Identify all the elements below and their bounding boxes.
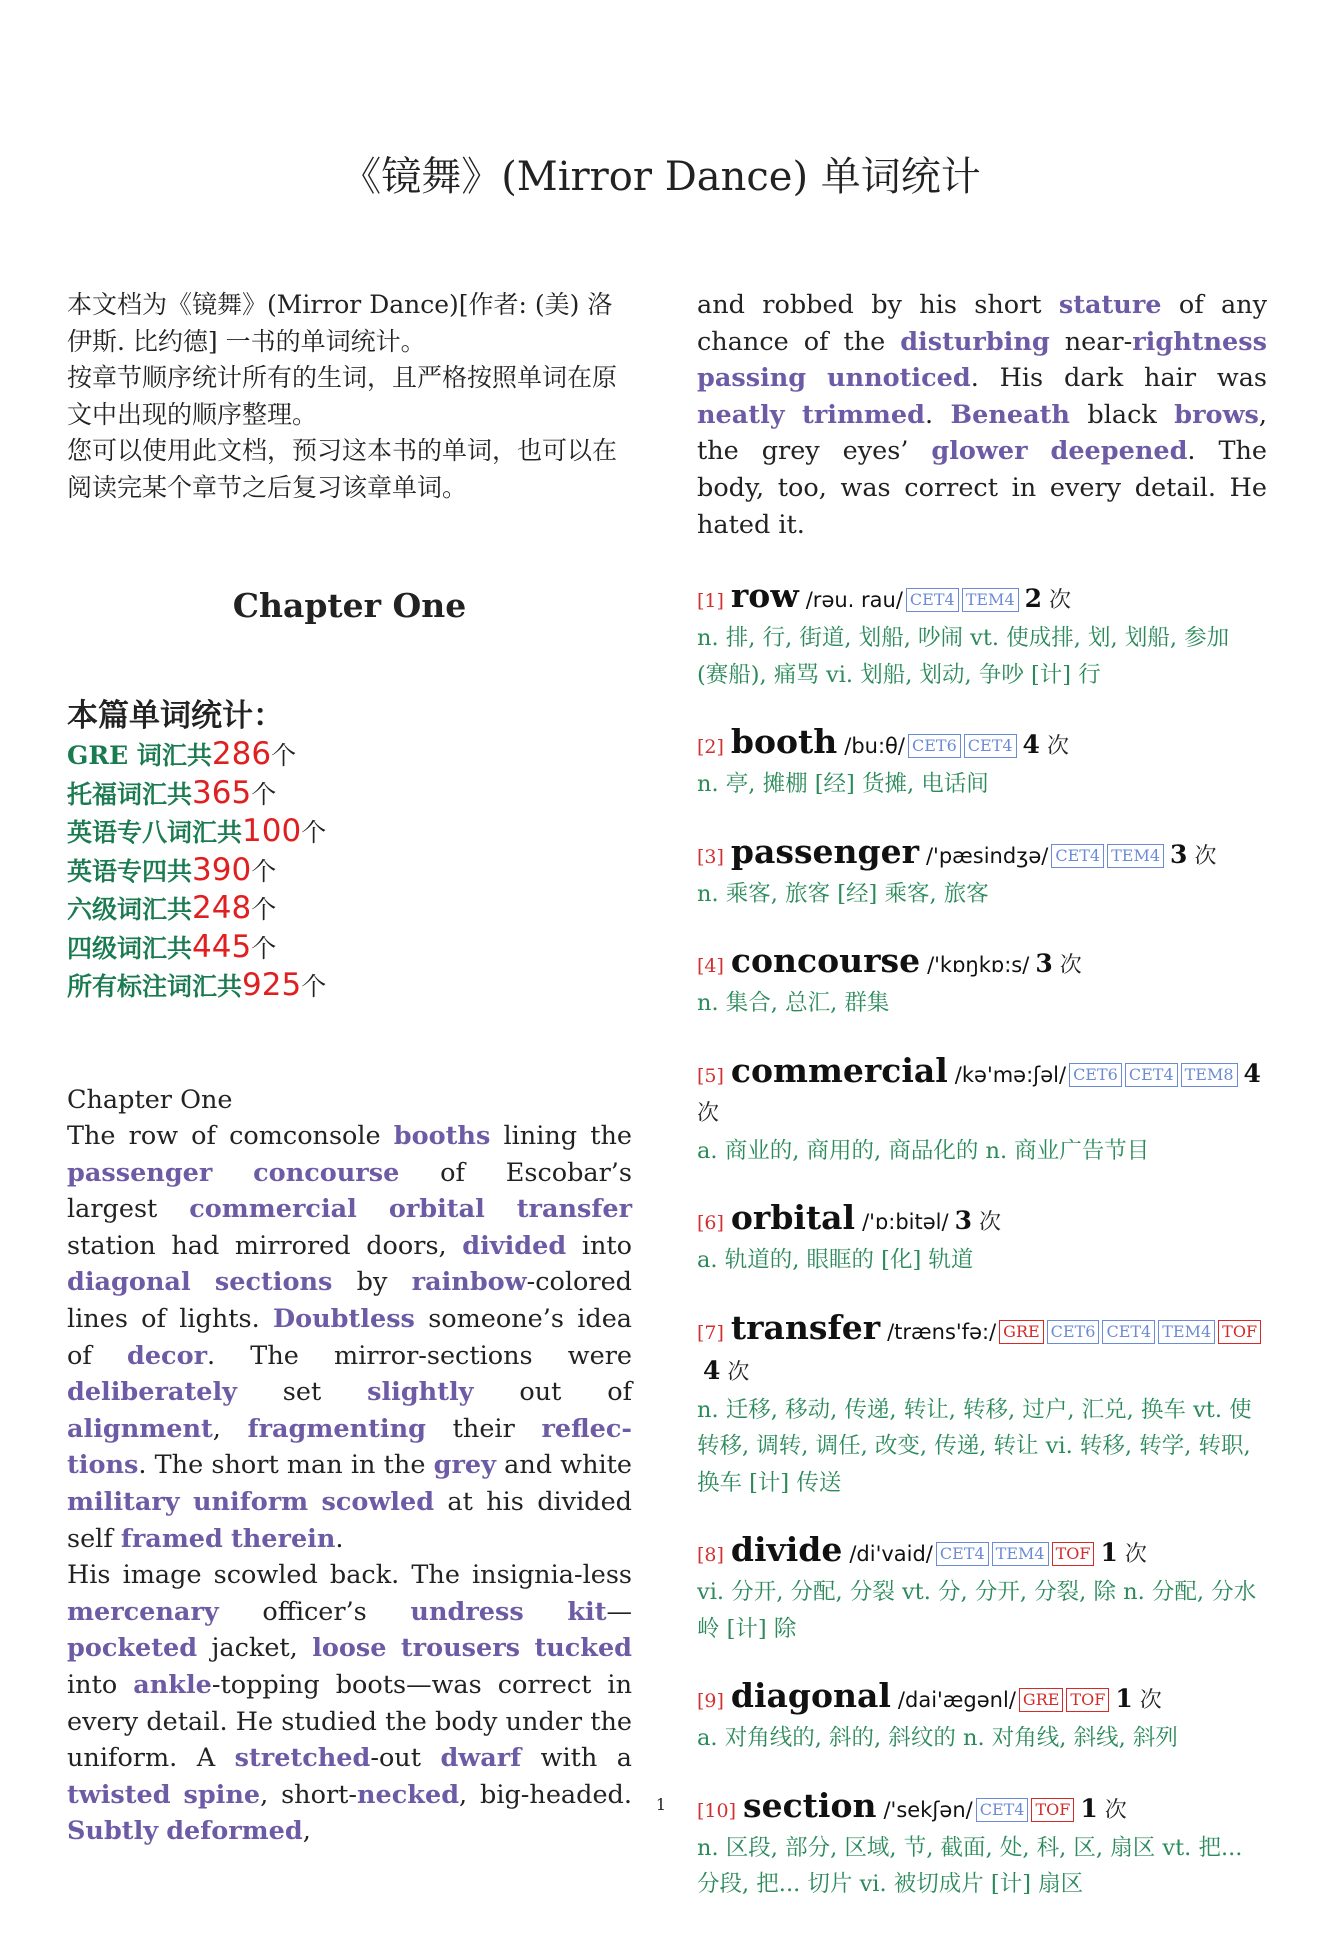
passage-text: officer’s: [218, 1596, 411, 1627]
passage-text: , the grey eyes’: [697, 399, 1267, 467]
chapter-heading: Chapter One: [232, 586, 467, 625]
passage-text: [357, 1194, 389, 1224]
entry-phonetic: /bu:θ/: [844, 734, 905, 759]
entry-phonetic: /'kɒŋkɒ:s/: [927, 953, 1030, 978]
entry-phonetic: /dai'ægənl/: [897, 1688, 1016, 1713]
vocab-word-highlight[interactable]: passenger: [67, 1157, 213, 1188]
stat-unit: 个: [251, 856, 277, 886]
page-number: 1: [655, 1795, 667, 1814]
entry-count-unit: 次: [1049, 588, 1072, 614]
entry-phonetic: /di'vaid/: [849, 1542, 933, 1567]
entry-definition: a. 轨道的, 眼眶的 [化] 轨道: [697, 1247, 974, 1274]
passage-text: .: [924, 399, 951, 430]
entry-definition: a. 商业的, 商用的, 商品化的 n. 商业广告节目: [697, 1137, 1150, 1164]
exam-tag-badge: CET4: [1102, 1320, 1155, 1344]
entry-definition: n. 乘客, 旅客 [经] 乘客, 旅客: [697, 880, 989, 907]
intro: [67, 287, 632, 506]
entry-header: [697, 833, 1267, 876]
vocab-word-highlight[interactable]: reflections: [67, 1413, 632, 1481]
entry-header: [697, 577, 1267, 620]
passage-text: [180, 1487, 193, 1517]
entry-count-unit: 次: [1059, 953, 1082, 979]
entry-index: [4]: [697, 955, 724, 978]
vocab-word-highlight[interactable]: stature: [1058, 290, 1162, 320]
vocab-word-highlight[interactable]: neatly: [697, 399, 785, 430]
vocab-entry: [697, 1677, 1267, 1757]
entry-word: booth: [730, 722, 838, 762]
vocab-word-highlight[interactable]: uniform: [192, 1487, 309, 1518]
right-column: [697, 287, 1267, 1933]
entry-definition: n. 迁移, 移动, 传递, 转让, 转移, 过户, 汇兑, 换车 vt. 使转移, 调转, 调任, 改变, 传递, 转让 vi. 转移, 转学, 转职, 换车 [计] 传送: [697, 1396, 1252, 1496]
passage-text: by: [332, 1267, 412, 1298]
vocab-word-highlight[interactable]: glower: [931, 436, 1028, 467]
vocab-word-highlight[interactable]: divided: [462, 1230, 567, 1261]
stat-unit: 个: [301, 818, 327, 847]
stat-row: [67, 890, 632, 929]
vocab-word-highlight[interactable]: therein: [230, 1523, 336, 1554]
entry-count: 1: [1115, 1684, 1133, 1714]
stat-label: 六级词汇共: [67, 895, 193, 924]
entry-definition: n. 区段, 部分, 区域, 节, 截面, 处, 科, 区, 扇区 vt. 把... 分段, 把... 切片 vi. 被切成片 [计] 扇区: [697, 1834, 1243, 1898]
passage-text: —: [606, 1596, 633, 1627]
vocab-word-highlight[interactable]: passing: [697, 363, 807, 394]
stat-row: [67, 775, 632, 814]
entry-word: orbital: [730, 1198, 856, 1238]
stat-row: [67, 736, 632, 775]
entry-word: concourse: [730, 941, 921, 981]
entry-count: 1: [1080, 1793, 1098, 1823]
stat-count: 286: [211, 736, 272, 772]
entry-count-unit: 次: [1124, 1542, 1147, 1568]
vocab-word-highlight[interactable]: undress: [410, 1596, 524, 1627]
entry-phonetic: /'sekʃən/: [883, 1797, 973, 1822]
vocab-word-highlight[interactable]: trimmed: [802, 399, 925, 430]
passage-text: of any chance of the: [697, 290, 1267, 357]
vocab-word-highlight[interactable]: grey: [433, 1450, 496, 1481]
passage-text: of Escobar’s largest: [67, 1157, 632, 1225]
entry-count: 3: [954, 1206, 972, 1236]
left-column: [67, 287, 632, 1850]
entry-index: [8]: [697, 1544, 724, 1567]
exam-tag-badge: CET6: [1047, 1320, 1100, 1344]
stats-title: 本篇单词统计：: [67, 698, 284, 734]
stat-row: [67, 929, 632, 968]
entry-definition: n. 亭, 摊棚 [经] 货摊, 电话间: [697, 771, 989, 798]
passage-text: [158, 1816, 166, 1846]
passage-paragraph: [697, 290, 1267, 540]
passage-text: into: [67, 1670, 134, 1700]
exam-tag-badge: TEM4: [1158, 1320, 1215, 1344]
passage-text: near-: [1049, 326, 1133, 357]
entry-count: 4: [703, 1355, 721, 1385]
passage-text: -colored lines of lights.: [67, 1267, 632, 1335]
passage-chapter-label: Chapter One: [67, 1084, 233, 1115]
entry-count-unit: 次: [978, 1210, 1001, 1236]
vocab-word-highlight[interactable]: deepened: [1050, 436, 1188, 467]
vocab-entry: [697, 577, 1267, 693]
vocab-word-highlight[interactable]: slightly: [367, 1377, 474, 1408]
vocab-word-highlight[interactable]: booths: [393, 1121, 491, 1152]
passage-text: [212, 1158, 253, 1188]
passage-text: someone’s idea of: [67, 1304, 632, 1371]
passage-text: black: [1069, 399, 1175, 430]
vocab-word-highlight[interactable]: disturbing: [900, 326, 1050, 357]
entry-definition: a. 对角线的, 斜的, 斜纹的 n. 对角线, 斜线, 斜列: [697, 1725, 1178, 1752]
exam-tag-badge: TOF: [1031, 1798, 1074, 1822]
entry-header: [697, 1309, 1267, 1392]
vocab-word-highlight[interactable]: Subtly: [67, 1816, 159, 1847]
entry-definition: n. 排, 行, 街道, 划船, 吵闹 vt. 使成排, 划, 划船, 参加 (赛船), 痛骂 vi. 划船, 划动, 争吵 [计] 行: [697, 625, 1230, 688]
stat-count: 100: [242, 813, 302, 849]
exam-tag-badge: CET6: [1069, 1063, 1122, 1087]
passage-text: [520, 1633, 534, 1663]
stat-count: 365: [192, 774, 252, 811]
stat-row: [67, 813, 632, 852]
entry-header: [697, 1677, 1267, 1720]
passage-text: [308, 1487, 321, 1517]
stat-unit: 个: [251, 933, 277, 963]
exam-tag-badge: CET6: [908, 734, 961, 758]
stat-row: [67, 852, 632, 891]
stat-unit: 个: [251, 895, 277, 924]
entry-index: [1]: [697, 590, 724, 613]
stat-count: 925: [242, 967, 302, 1003]
chapter-passage: [67, 1082, 632, 1850]
vocab-word-highlight[interactable]: ankle: [133, 1670, 212, 1700]
exam-tag-badge: TOF: [1218, 1320, 1261, 1344]
vocab-word-highlight[interactable]: kit: [567, 1596, 607, 1627]
vocab-word-highlight[interactable]: rightness: [1132, 326, 1267, 357]
vocab-word-highlight[interactable]: commercial: [189, 1194, 357, 1225]
passage-text: [1028, 436, 1051, 466]
stat-unit: 个: [271, 741, 297, 770]
vocab-word-highlight[interactable]: decor: [126, 1340, 208, 1371]
passage-text: [785, 400, 802, 430]
exam-tag-badge: CET4: [906, 588, 959, 612]
entry-phonetic: /rəu. rau/: [805, 588, 903, 613]
vocab-word-highlight[interactable]: alignment: [67, 1413, 213, 1444]
stat-label: 所有标注词汇共: [67, 972, 243, 1001]
passage-text: ,: [212, 1413, 248, 1444]
vocab-word-highlight[interactable]: dwarf: [440, 1743, 522, 1774]
entry-header: [697, 1531, 1267, 1574]
vocab-entry: [697, 1199, 1267, 1279]
passage-text: His image scowled back. The insignia-less: [67, 1560, 632, 1591]
vocab-entry: [697, 942, 1267, 1022]
entry-count-unit: 次: [1104, 1797, 1127, 1823]
intro-line: 您可以使用此文档，预习这本书的单词，也可以在阅读完某个章节之后复习该章单词。: [67, 436, 618, 502]
vocab-word-highlight[interactable]: spine: [183, 1779, 261, 1810]
entry-phonetic: /træns'fə:/: [887, 1319, 997, 1344]
exam-tag-badge: TEM4: [1107, 844, 1164, 868]
stat-label: 托福词汇共: [67, 779, 193, 809]
entry-index: [10]: [697, 1799, 737, 1822]
vocab-word-highlight[interactable]: trousers: [400, 1633, 521, 1664]
entry-count: 3: [1035, 949, 1053, 979]
passage-text: -topping boots—was correct in every detail. He studied the body under the uniform. A: [67, 1670, 632, 1774]
vocab-word-highlight[interactable]: Doubtless: [273, 1304, 415, 1335]
vocab-entry: [697, 1309, 1267, 1502]
passage-text: lining the: [490, 1121, 632, 1152]
vocab-word-highlight[interactable]: rainbow: [411, 1267, 527, 1298]
passage-text: , big-headed.: [459, 1779, 632, 1810]
stat-label: 英语专四共: [67, 856, 193, 886]
entry-index: [6]: [697, 1212, 724, 1235]
vocab-word-highlight[interactable]: tucked: [534, 1633, 633, 1664]
entry-count: 3: [1170, 839, 1188, 869]
vocab-word-highlight[interactable]: twisted: [67, 1779, 171, 1810]
entry-word: diagonal: [730, 1676, 891, 1716]
exam-tag-badge: TOF: [1066, 1688, 1109, 1712]
stat-unit: 个: [301, 972, 327, 1001]
passage-text: their: [425, 1413, 542, 1444]
entry-index: [7]: [697, 1321, 724, 1344]
stat-label: 四级词汇共: [67, 933, 193, 963]
exam-tag-badge: CET4: [1051, 844, 1104, 868]
entry-count-unit: 次: [727, 1359, 750, 1385]
entry-definition: vi. 分开, 分配, 分裂 vt. 分, 分开, 分裂, 除 n. 分配, 分水岭 [计] 除: [697, 1579, 1257, 1642]
passage-text: [191, 1267, 215, 1297]
passage-text: -out: [370, 1743, 441, 1774]
vocab-word-highlight[interactable]: mercenary: [67, 1596, 219, 1627]
vocab-entry: [697, 833, 1267, 913]
entry-count-unit: 次: [1139, 1688, 1162, 1714]
exam-tag-badge: TEM8: [1181, 1063, 1238, 1087]
passage-text: . The mirror-sections were: [207, 1340, 632, 1371]
passage-text: and white: [495, 1450, 632, 1481]
passage-text: out of: [473, 1377, 633, 1408]
exam-tag-badge: TEM4: [962, 588, 1019, 612]
passage-text: into: [566, 1230, 632, 1261]
stat-row: [67, 967, 632, 1006]
entry-word: transfer: [730, 1307, 881, 1347]
passage-text: station had mirrored doors,: [67, 1230, 463, 1261]
exam-tag-badge: GRE: [999, 1320, 1044, 1344]
passage-text: with a: [521, 1743, 632, 1774]
passage-text: [806, 363, 827, 393]
vocab-entry: [697, 1052, 1267, 1170]
passage-text: . The short man in the: [138, 1450, 434, 1481]
passage-text: at his divided self: [67, 1487, 632, 1554]
entry-header: [697, 942, 1267, 985]
exam-tag-badge: GRE: [1019, 1688, 1064, 1712]
stat-count: 445: [192, 928, 252, 965]
entry-count: 4: [1243, 1058, 1261, 1088]
passage-text: and robbed by his short: [697, 290, 1059, 320]
stat-count: 390: [192, 851, 252, 888]
passage-paragraph: [67, 1121, 632, 1554]
vocab-word-highlight[interactable]: necked: [357, 1779, 460, 1810]
passage-text: The row of comconsole: [67, 1121, 394, 1152]
vocab-word-highlight[interactable]: sections: [214, 1267, 333, 1298]
entry-count: 1: [1100, 1538, 1118, 1568]
vocab-word-highlight[interactable]: concourse: [253, 1157, 400, 1188]
vocab-word-highlight[interactable]: orbital: [388, 1194, 485, 1225]
entry-count-unit: 次: [1046, 734, 1069, 760]
entry-phonetic: /'ɒ:bitəl/: [862, 1210, 949, 1235]
passage-text: jacket,: [197, 1633, 313, 1664]
passage-text: ,: [302, 1816, 311, 1847]
vocab-word-highlight[interactable]: transfer: [516, 1194, 633, 1225]
passage-continued: [697, 287, 1267, 543]
entry-header: [697, 1199, 1267, 1242]
stat-count: 248: [192, 890, 252, 926]
entry-index: [5]: [697, 1064, 724, 1087]
entry-word: row: [730, 576, 799, 616]
entry-index: [2]: [697, 736, 724, 759]
entry-index: [9]: [697, 1690, 724, 1713]
passage-text: .: [335, 1523, 344, 1554]
passage-text: . The body, too, was correct in every detail. He hated it.: [697, 436, 1267, 540]
entry-definition: n. 集合, 总汇, 群集: [697, 990, 890, 1017]
entry-word: passenger: [730, 831, 919, 871]
passage-text: [485, 1194, 517, 1224]
passage-text: , short-: [260, 1779, 358, 1810]
exam-tag-badge: TOF: [1052, 1542, 1095, 1566]
stat-label: 英语专八词汇共: [67, 818, 243, 847]
vocab-word-highlight[interactable]: stretched: [234, 1743, 371, 1774]
vocab-word-highlight[interactable]: military: [67, 1487, 180, 1518]
exam-tag-badge: CET4: [964, 734, 1017, 758]
stat-unit: 个: [251, 779, 277, 809]
passage-text: . His dark hair was: [970, 363, 1268, 394]
entry-word: divide: [730, 1530, 843, 1570]
exam-tag-badge: CET4: [1125, 1063, 1178, 1087]
vocab-word-highlight[interactable]: unnoticed: [827, 363, 971, 394]
passage-text: [223, 1524, 231, 1554]
vocab-word-highlight[interactable]: deformed: [166, 1816, 303, 1847]
exam-tag-badge: CET4: [976, 1798, 1029, 1822]
intro-line: 按章节顺序统计所有的生词，且严格按照单词在原文中出现的顺序整理。: [67, 363, 618, 429]
entry-index: [3]: [697, 845, 724, 868]
vocab-word-highlight[interactable]: deliberately: [67, 1377, 237, 1408]
exam-tag-badge: TEM4: [992, 1542, 1049, 1566]
vocab-word-highlight[interactable]: brows: [1174, 399, 1259, 430]
vocab-word-highlight[interactable]: scowled: [321, 1487, 435, 1518]
vocab-word-highlight[interactable]: loose: [312, 1633, 387, 1664]
page-title: 《镜舞》(Mirror Dance) 单词统计: [341, 154, 981, 200]
intro-line: 本文档为《镜舞》(Mirror Dance)[作者: (美) 洛伊斯. 比约德] 一书的单词统计。: [67, 290, 613, 356]
entry-phonetic: /kə'mə:ʃəl/: [954, 1062, 1067, 1087]
stats-list: [67, 736, 632, 1006]
vocab-word-highlight[interactable]: pocketed: [67, 1633, 198, 1664]
vocab-word-highlight[interactable]: diagonal: [67, 1267, 191, 1298]
entry-header: [697, 723, 1267, 766]
entry-count-unit: 次: [697, 1100, 720, 1126]
entry-word: section: [743, 1785, 877, 1825]
entry-phonetic: /'pæsindʒə/: [925, 843, 1049, 868]
passage-text: [524, 1597, 568, 1627]
vocab-word-highlight[interactable]: fragmenting: [247, 1413, 426, 1444]
vocab-entry: [697, 1531, 1267, 1647]
vocabulary-list: [697, 577, 1267, 1903]
passage-text: [386, 1633, 400, 1663]
entry-count-unit: 次: [1194, 843, 1217, 869]
entry-word: commercial: [730, 1050, 948, 1090]
passage-text: set: [236, 1377, 368, 1408]
entry-header: [697, 1052, 1267, 1133]
entry-count: 4: [1022, 730, 1040, 760]
vocab-entry: [697, 723, 1267, 803]
exam-tag-badge: CET4: [936, 1542, 989, 1566]
entry-count: 2: [1024, 584, 1043, 614]
vocab-word-highlight[interactable]: Beneath: [950, 399, 1070, 430]
stat-label: GRE 词汇共: [67, 741, 212, 770]
vocab-word-highlight[interactable]: framed: [120, 1523, 223, 1554]
